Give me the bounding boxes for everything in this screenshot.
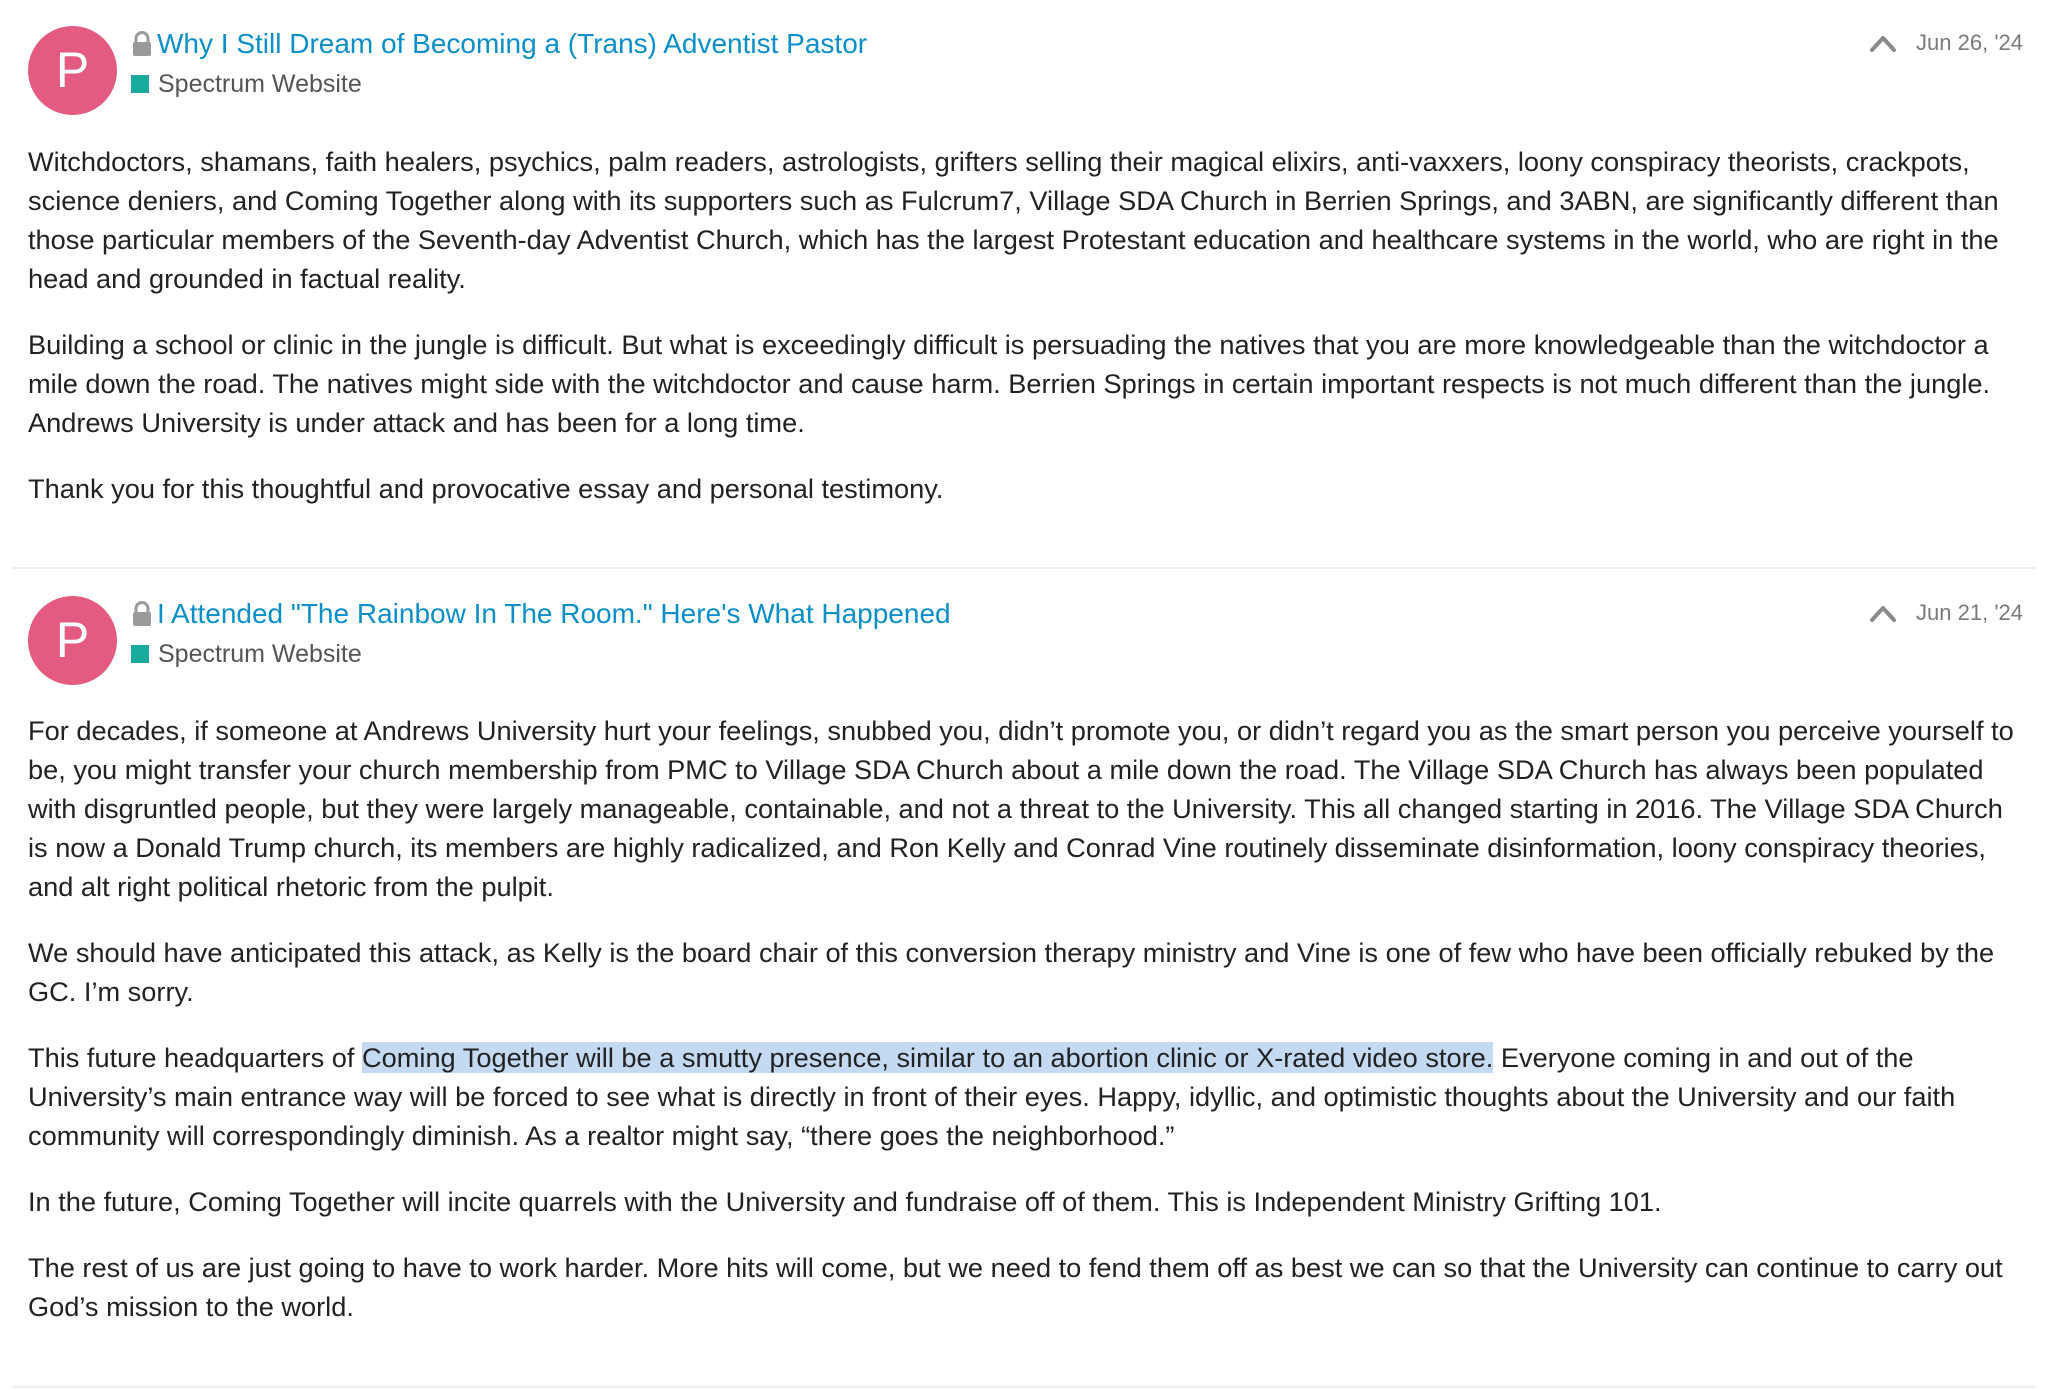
lock-icon <box>131 31 153 57</box>
category-name: Spectrum Website <box>158 69 362 98</box>
post-paragraph: Building a school or clinic in the jungle is difficult. But what is exceedingly difficult is persuading the natives that you are more knowledgeable than the witchdoctor a mile down the road. The natives might side with the witchdoctor and cause harm. Berrien Springs in certain important respects is not much different than the jungle. Andrews University is under attack and has been for a long time. <box>28 329 1991 438</box>
post-paragraph: In the future, Coming Together will incite quarrels with the University and fundraise off of them. This is Independent Ministry Grifting 101. <box>28 1186 1662 1217</box>
chevron-up-icon[interactable] <box>1868 32 1898 54</box>
topic-title-link[interactable]: I Attended "The Rainbow In The Room." Here's What Happened <box>157 598 951 629</box>
topic-title-row <box>131 26 867 62</box>
category-badge <box>131 645 149 663</box>
paragraph-text: Everyone coming in and out of the University’s main entrance way will be forced to see what is directly in front of their eyes. Happy, idyllic, and optimistic thoughts about the University and our faith community will correspondingly diminish. As a realtor might say, “there goes the neighborhood.” <box>28 1042 1956 1151</box>
post-divider <box>12 567 2036 569</box>
post-paragraph: Thank you for this thoughtful and provocative essay and personal testimony. <box>28 473 944 504</box>
post-meta <box>1868 600 2023 626</box>
post-paragraph: Witchdoctors, shamans, faith healers, psychics, palm readers, astrologists, grifters selling their magical elixirs, anti-vaxxers, loony conspiracy theorists, crackpots, science deniers, and Coming Together along with its supporters such as Fulcrum7, Village SDA Church in Berrien Springs, and 3ABN, are significantly different than those particular members of the Seventh-day Adventist Church, which has the largest Protestant education and healthcare systems in the world, who are right in the head and grounded in factual reality. <box>28 146 1999 294</box>
topic-title-link[interactable]: Why I Still Dream of Becoming a (Trans) Adventist Pastor <box>157 28 868 59</box>
post-paragraph: The rest of us are just going to have to work harder. More hits will come, but we need to fend them off as best we can so that the University can continue to carry out God’s mission to the world. <box>28 1252 2003 1322</box>
post-date[interactable]: Jun 26, '24 <box>1916 30 2023 55</box>
category-link[interactable] <box>131 637 362 671</box>
chevron-up-icon[interactable] <box>1868 602 1898 624</box>
selected-text[interactable]: Coming Together will be a smutty presence, similar to an abortion clinic or X-rated video store. <box>362 1042 1494 1073</box>
avatar[interactable]: P <box>28 26 117 115</box>
post-date[interactable]: Jun 21, '24 <box>1916 600 2023 625</box>
post-meta <box>1868 30 2023 56</box>
category-link[interactable] <box>131 67 362 101</box>
post-paragraph: For decades, if someone at Andrews University hurt your feelings, snubbed you, didn’t promote you, or didn’t regard you as the smart person you perceive yourself to be, you might transfer your church membership from PMC to Village SDA Church about a mile down the road. The Village SDA Church has always been populated with disgruntled people, but they were largely manageable, containable, and not a threat to the University. This all changed starting in 2016. The Village SDA Church is now a Donald Trump church, its members are highly radicalized, and Ron Kelly and Conrad Vine routinely disseminate disinformation, loony conspiracy theories, and alt right political rhetoric from the pulpit. <box>28 715 2014 902</box>
category-name: Spectrum Website <box>158 639 362 668</box>
category-badge <box>131 75 149 93</box>
post-paragraph-highlighted <box>28 1038 2028 1155</box>
topic-title-row <box>131 596 951 632</box>
paragraph-text: This future headquarters of <box>28 1042 362 1073</box>
avatar[interactable]: P <box>28 596 117 685</box>
post-body <box>28 142 2028 535</box>
lock-icon <box>131 601 153 627</box>
post-body <box>28 711 2028 1353</box>
post-divider <box>12 1386 2036 1388</box>
post-paragraph: We should have anticipated this attack, as Kelly is the board chair of this conversion therapy ministry and Vine is one of few who have been officially rebuked by the GC. I’m sorry. <box>28 937 1995 1007</box>
